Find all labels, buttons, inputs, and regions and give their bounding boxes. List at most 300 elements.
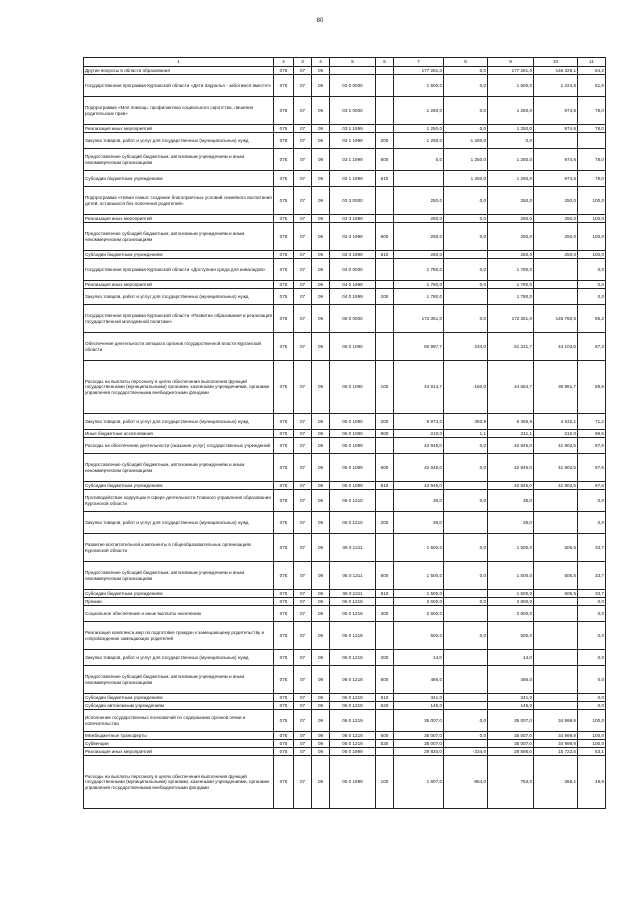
updated-amount-cell: 341,0 (488, 694, 534, 702)
column-number-header: 5 (330, 58, 376, 67)
approved-amount-cell: 341,0 (394, 694, 444, 702)
department-code-cell: 075 (274, 187, 294, 215)
execution-percent-cell: 71,2 (578, 414, 606, 430)
expense-type-code-cell: 200 (376, 289, 394, 305)
target-article-code-cell: 03 1 1999 (330, 171, 376, 187)
change-amount-cell: 234,0 (444, 333, 488, 361)
approved-amount-cell (394, 171, 444, 187)
change-amount-cell: 0,0 (444, 732, 488, 740)
executed-amount-cell: 974,6 (534, 149, 578, 171)
target-article-code-cell: 06 0 1219 (330, 732, 376, 740)
department-code-cell: 075 (274, 710, 294, 732)
table-row (84, 694, 606, 702)
approved-amount-cell: 44 814,7 (394, 361, 444, 414)
change-amount-cell: 0,0 (444, 215, 488, 223)
section-code-cell: 07 (294, 598, 312, 606)
change-amount-cell: -1 250,0 (444, 133, 488, 149)
target-article-code-cell: 06 0 1211 (330, 590, 376, 598)
execution-percent-cell: 78,0 (578, 171, 606, 187)
target-article-code-cell: 06 0 1099 (330, 454, 376, 482)
table-row (84, 740, 606, 748)
department-code-cell: 075 (274, 666, 294, 694)
expense-name-cell: Реализация иных мероприятий (84, 125, 274, 133)
approved-amount-cell: 145,0 (394, 702, 444, 710)
section-code-cell: 07 (294, 710, 312, 732)
execution-percent-cell: 0,0 (578, 666, 606, 694)
execution-percent-cell: 33,7 (578, 590, 606, 598)
department-code-cell: 075 (274, 67, 294, 75)
updated-amount-cell: 1 500,0 (488, 590, 534, 598)
subsection-code-cell: 09 (312, 622, 330, 650)
expense-name-cell: Расходы на выплаты персоналу в целях обеспечения выполнения функций государственными (муниципальными) органами, казенными учреждениями, органами управления государственными внебюджетными фондами (84, 756, 274, 809)
executed-amount-cell (534, 259, 578, 281)
target-article-code-cell: 06 0 1099 (330, 482, 376, 490)
updated-amount-cell: 250,0 (488, 215, 534, 223)
change-amount-cell (444, 694, 488, 702)
section-code-cell: 07 (294, 259, 312, 281)
expense-type-code-cell: 610 (376, 590, 394, 598)
updated-amount-cell: 35,0 (488, 490, 534, 512)
change-amount-cell: 0,0 (444, 125, 488, 133)
change-amount-cell: 0,0 (444, 259, 488, 281)
expense-name-cell: Субсидии бюджетным учреждениям (84, 251, 274, 259)
updated-amount-cell: 753,0 (488, 756, 534, 809)
target-article-code-cell: 06 0 1210 (330, 490, 376, 512)
expense-name-cell: Субсидии бюджетным учреждениям (84, 590, 274, 598)
executed-amount-cell: 974,6 (534, 97, 578, 125)
target-article-code-cell: 06 0 1216 (330, 606, 376, 622)
change-amount-cell: 0,0 (444, 534, 488, 562)
execution-percent-cell: 0,0 (578, 694, 606, 702)
executed-amount-cell (534, 281, 578, 289)
target-article-code-cell: 04 0 1999 (330, 289, 376, 305)
execution-percent-cell: 33,7 (578, 562, 606, 590)
subsection-code-cell: 09 (312, 454, 330, 482)
subsection-code-cell: 09 (312, 694, 330, 702)
approved-amount-cell: 1 780,0 (394, 289, 444, 305)
change-amount-cell: -160,0 (444, 361, 488, 414)
approved-amount-cell: 1 250,0 (394, 125, 444, 133)
target-article-code-cell: 03 1 1999 (330, 149, 376, 171)
target-article-code-cell: 06 0 1218 (330, 650, 376, 666)
department-code-cell: 075 (274, 482, 294, 490)
approved-amount-cell: 1 250,0 (394, 133, 444, 149)
expense-type-code-cell: 100 (376, 756, 394, 809)
expense-name-cell: Предоставление субсидий бюджетным, автономным учреждениям и иным некоммерческим организациям (84, 223, 274, 251)
updated-amount-cell: 250,0 (488, 251, 534, 259)
expense-type-code-cell: 600 (376, 454, 394, 482)
execution-percent-cell: 87,3 (578, 333, 606, 361)
subsection-code-cell: 09 (312, 482, 330, 490)
change-amount-cell: 0,0 (444, 490, 488, 512)
subsection-code-cell: 09 (312, 598, 330, 606)
change-amount-cell: 0,0 (444, 598, 488, 606)
subsection-code-cell: 09 (312, 149, 330, 171)
section-code-cell: 07 (294, 67, 312, 75)
target-article-code-cell: 03 1 0000 (330, 97, 376, 125)
change-amount-cell: 1 250,0 (444, 149, 488, 171)
execution-percent-cell: 0,0 (578, 702, 606, 710)
column-number-header: 4 (312, 58, 330, 67)
column-number-header: 9 (488, 58, 534, 67)
section-code-cell: 07 (294, 215, 312, 223)
execution-percent-cell: 0,0 (578, 490, 606, 512)
approved-amount-cell: 35 007,0 (394, 732, 444, 740)
executed-amount-cell: 15 722,6 (534, 748, 578, 756)
execution-percent-cell: 53,1 (578, 748, 606, 756)
table-row (84, 97, 606, 125)
subsection-code-cell: 09 (312, 534, 330, 562)
expense-type-code-cell: 200 (376, 512, 394, 534)
subsection-code-cell: 09 (312, 171, 330, 187)
table-row (84, 171, 606, 187)
updated-amount-cell: 145,0 (488, 702, 534, 710)
expense-name-cell: Субсидии автономным учреждениям (84, 702, 274, 710)
approved-amount-cell: 1 500,0 (394, 562, 444, 590)
department-code-cell: 075 (274, 606, 294, 622)
change-amount-cell (444, 482, 488, 490)
subsection-code-cell: 09 (312, 740, 330, 748)
subsection-code-cell: 09 (312, 67, 330, 75)
expense-name-cell: Субсидии бюджетным учреждениям (84, 482, 274, 490)
updated-amount-cell: 1 500,0 (488, 534, 534, 562)
section-code-cell: 07 (294, 562, 312, 590)
expense-type-code-cell (376, 622, 394, 650)
target-article-code-cell: 06 0 1218 (330, 694, 376, 702)
department-code-cell: 075 (274, 251, 294, 259)
execution-percent-cell (578, 133, 606, 149)
department-code-cell: 075 (274, 215, 294, 223)
department-code-cell: 075 (274, 97, 294, 125)
section-code-cell: 07 (294, 97, 312, 125)
change-amount-cell: 1 250,0 (444, 171, 488, 187)
section-code-cell: 07 (294, 333, 312, 361)
approved-amount-cell: 250,0 (394, 215, 444, 223)
expense-name-cell: Закупка товаров, работ и услуг для государственных (муниципальных) нужд (84, 133, 274, 149)
department-code-cell: 075 (274, 171, 294, 187)
section-code-cell: 07 (294, 305, 312, 333)
table-row (84, 430, 606, 438)
updated-amount-cell: 42 945,0 (488, 454, 534, 482)
section-code-cell: 07 (294, 289, 312, 305)
expense-type-code-cell: 500 (376, 732, 394, 740)
executed-amount-cell: 34 999,9 (534, 732, 578, 740)
expense-name-cell: Государственная программа Курганской области «Развитие образования и реализация государственной молодежной политики» (84, 305, 274, 333)
section-code-cell: 07 (294, 281, 312, 289)
expense-type-code-cell (376, 187, 394, 215)
expense-name-cell: Реализация иных мероприятий (84, 281, 274, 289)
expense-name-cell: Подпрограмма «Новая семья: создание благоприятных условий семейного воспитания детей, оставшихся без попечения родителей» (84, 187, 274, 215)
section-code-cell: 07 (294, 590, 312, 598)
executed-amount-cell: 41 902,5 (534, 454, 578, 482)
approved-amount-cell: 50 997,7 (394, 333, 444, 361)
expense-name-cell: Предоставление субсидий бюджетным, автономным учреждениям и иным некоммерческим организациям (84, 149, 274, 171)
table-row (84, 732, 606, 740)
execution-percent-cell: 81,6 (578, 75, 606, 97)
subsection-code-cell: 09 (312, 305, 330, 333)
budget-table (83, 57, 606, 809)
expense-type-code-cell (376, 333, 394, 361)
approved-amount-cell: 1 607,0 (394, 756, 444, 809)
executed-amount-cell (534, 622, 578, 650)
department-code-cell: 075 (274, 756, 294, 809)
executed-amount-cell: 34 999,9 (534, 710, 578, 732)
page-number: 80 (316, 18, 324, 24)
executed-amount-cell: 250,0 (534, 251, 578, 259)
expense-type-code-cell: 610 (376, 482, 394, 490)
expense-type-code-cell: 600 (376, 223, 394, 251)
expense-type-code-cell: 620 (376, 702, 394, 710)
execution-percent-cell: 84,2 (578, 67, 606, 75)
table-row (84, 622, 606, 650)
table-body (84, 67, 606, 809)
updated-amount-cell: 1 780,0 (488, 259, 534, 281)
approved-amount-cell: 29 820,0 (394, 748, 444, 756)
expense-type-code-cell (376, 67, 394, 75)
subsection-code-cell: 09 (312, 490, 330, 512)
department-code-cell: 075 (274, 430, 294, 438)
executed-amount-cell: 505,5 (534, 590, 578, 598)
target-article-code-cell: 03 1 1999 (330, 125, 376, 133)
execution-percent-cell: 48,9 (578, 756, 606, 809)
section-code-cell: 07 (294, 732, 312, 740)
table-row (84, 490, 606, 512)
table-row (84, 333, 606, 361)
expense-type-code-cell (376, 97, 394, 125)
subsection-code-cell: 09 (312, 333, 330, 361)
change-amount-cell: 0,0 (444, 710, 488, 732)
executed-amount-cell (534, 598, 578, 606)
table-row (84, 756, 606, 809)
approved-amount-cell: 0,0 (394, 149, 444, 171)
change-amount-cell (444, 251, 488, 259)
section-code-cell: 07 (294, 702, 312, 710)
department-code-cell: 075 (274, 694, 294, 702)
execution-percent-cell: 78,0 (578, 125, 606, 133)
department-code-cell: 075 (274, 702, 294, 710)
table-row (84, 223, 606, 251)
column-number-header: 8 (444, 58, 488, 67)
department-code-cell: 075 (274, 149, 294, 171)
target-article-code-cell: 06 0 1090 (330, 361, 376, 414)
updated-amount-cell: 500,0 (488, 622, 534, 650)
updated-amount-cell: 6 365,9 (488, 414, 534, 430)
department-code-cell: 075 (274, 562, 294, 590)
column-number-header: 10 (534, 58, 578, 67)
department-code-cell: 075 (274, 75, 294, 97)
updated-amount-cell: 1 250,0 (488, 125, 534, 133)
expense-type-code-cell: 610 (376, 694, 394, 702)
updated-amount-cell: 250,0 (488, 223, 534, 251)
target-article-code-cell: 06 0 0000 (330, 305, 376, 333)
change-amount-cell: -854,0 (444, 756, 488, 809)
executed-amount-cell (534, 512, 578, 534)
executed-amount-cell: 146 760,6 (534, 305, 578, 333)
target-article-code-cell: 06 0 1211 (330, 534, 376, 562)
expense-name-cell: Межбюджетные трансферты (84, 732, 274, 740)
department-code-cell: 075 (274, 223, 294, 251)
subsection-code-cell: 09 (312, 606, 330, 622)
change-amount-cell (444, 289, 488, 305)
executed-amount-cell: 39 981,7 (534, 361, 578, 414)
expense-name-cell: Реализация иных мероприятий (84, 748, 274, 756)
expense-type-code-cell (376, 710, 394, 732)
target-article-code-cell: 06 0 1218 (330, 666, 376, 694)
execution-percent-cell: 0,0 (578, 281, 606, 289)
expense-type-code-cell: 200 (376, 414, 394, 430)
expense-type-code-cell: 610 (376, 251, 394, 259)
expense-type-code-cell (376, 75, 394, 97)
subsection-code-cell: 09 (312, 97, 330, 125)
change-amount-cell: 0,0 (444, 97, 488, 125)
department-code-cell: 075 (274, 512, 294, 534)
change-amount-cell: 0,0 (444, 622, 488, 650)
subsection-code-cell: 09 (312, 223, 330, 251)
department-code-cell: 075 (274, 740, 294, 748)
change-amount-cell: 0,0 (444, 305, 488, 333)
table-row (84, 710, 606, 732)
section-code-cell: 07 (294, 125, 312, 133)
subsection-code-cell: 09 (312, 125, 330, 133)
table-row (84, 133, 606, 149)
department-code-cell: 075 (274, 289, 294, 305)
change-amount-cell (444, 702, 488, 710)
updated-amount-cell: 1 250,0 (488, 171, 534, 187)
expense-name-cell: Иные бюджетные ассигнования (84, 430, 274, 438)
updated-amount-cell: 1 250,0 (488, 97, 534, 125)
table-row (84, 251, 606, 259)
execution-percent-cell: 0,0 (578, 650, 606, 666)
approved-amount-cell: 250,0 (394, 223, 444, 251)
execution-percent-cell: 97,6 (578, 454, 606, 482)
executed-amount-cell: 41 902,5 (534, 482, 578, 490)
section-code-cell: 07 (294, 149, 312, 171)
department-code-cell: 075 (274, 333, 294, 361)
change-amount-cell (444, 740, 488, 748)
table-row (84, 414, 606, 430)
expense-name-cell: Обеспечение деятельности аппарата органов государственной власти Курганской области (84, 333, 274, 361)
execution-percent-cell: 100,0 (578, 215, 606, 223)
expense-type-code-cell: 600 (376, 149, 394, 171)
approved-amount-cell: 14,0 (394, 650, 444, 666)
expense-name-cell: Противодействие коррупции в сфере деятельности Главного управления образования Курганской области (84, 490, 274, 512)
subsection-code-cell: 09 (312, 361, 330, 414)
approved-amount-cell: 35 007,0 (394, 740, 444, 748)
expense-name-cell: Государственная программа Курганской области «Доступная среда для инвалидов» (84, 259, 274, 281)
expense-name-cell: Расходы на выплаты персоналу в целях обеспечения выполнения функций государственными (муниципальными) органами, казенными учреждениями, органами управления государственными внебюджетными фондами (84, 361, 274, 414)
executed-amount-cell: 146 328,1 (534, 67, 578, 75)
subsection-code-cell: 09 (312, 75, 330, 97)
table-row (84, 215, 606, 223)
execution-percent-cell: 97,6 (578, 482, 606, 490)
table-row (84, 748, 606, 756)
column-number-header: 7 (394, 58, 444, 67)
column-number-header: 3 (294, 58, 312, 67)
updated-amount-cell: 0,0 (488, 133, 534, 149)
target-article-code-cell: 03 3 1999 (330, 251, 376, 259)
updated-amount-cell: 1 250,0 (488, 149, 534, 171)
target-article-code-cell: 06 0 1219 (330, 710, 376, 732)
subsection-code-cell: 09 (312, 133, 330, 149)
executed-amount-cell: 210,0 (534, 430, 578, 438)
target-article-code-cell: 03 3 1999 (330, 215, 376, 223)
expense-name-cell: Исполнение государственных полномочий по содержанию органов опеки и попечительства (84, 710, 274, 732)
table-row (84, 75, 606, 97)
execution-percent-cell: 100,0 (578, 251, 606, 259)
change-amount-cell (444, 512, 488, 534)
executed-amount-cell: 41 902,5 (534, 438, 578, 454)
approved-amount-cell: 35,0 (394, 490, 444, 512)
expense-name-cell: Субсидии бюджетным учреждениям (84, 171, 274, 187)
expense-name-cell: Предоставление субсидий бюджетным, автономным учреждениям и иным некоммерческим организациям (84, 454, 274, 482)
target-article-code-cell: 03 3 1999 (330, 223, 376, 251)
subsection-code-cell: 09 (312, 430, 330, 438)
updated-amount-cell: 51 231,7 (488, 333, 534, 361)
subsection-code-cell: 09 (312, 414, 330, 430)
department-code-cell: 075 (274, 490, 294, 512)
executed-amount-cell (534, 289, 578, 305)
subsection-code-cell: 09 (312, 666, 330, 694)
expense-name-cell: Закупка товаров, работ и услуг для государственных (муниципальных) нужд (84, 289, 274, 305)
updated-amount-cell: 35,0 (488, 512, 534, 534)
section-code-cell: 07 (294, 482, 312, 490)
execution-percent-cell: 100,0 (578, 710, 606, 732)
department-code-cell: 075 (274, 748, 294, 756)
updated-amount-cell: 2 600,0 (488, 606, 534, 622)
approved-amount-cell: 177 281,0 (394, 67, 444, 75)
target-article-code-cell: 03 1 1999 (330, 133, 376, 149)
section-code-cell: 07 (294, 756, 312, 809)
change-amount-cell: 0,0 (444, 75, 488, 97)
updated-amount-cell: 1 780,0 (488, 289, 534, 305)
table-row (84, 289, 606, 305)
table-row (84, 606, 606, 622)
expense-type-code-cell: 300 (376, 606, 394, 622)
section-code-cell: 07 (294, 133, 312, 149)
executed-amount-cell: 250,0 (534, 223, 578, 251)
column-number-header: 11 (578, 58, 606, 67)
updated-amount-cell: 42 945,0 (488, 482, 534, 490)
subsection-code-cell: 09 (312, 562, 330, 590)
execution-percent-cell: 100,0 (578, 732, 606, 740)
section-code-cell: 07 (294, 622, 312, 650)
change-amount-cell: 0,0 (444, 562, 488, 590)
expense-name-cell: Другие вопросы в области образования (84, 67, 274, 75)
department-code-cell: 075 (274, 438, 294, 454)
approved-amount-cell: 1 500,0 (394, 534, 444, 562)
section-code-cell: 07 (294, 490, 312, 512)
expense-type-code-cell: 600 (376, 562, 394, 590)
executed-amount-cell: 250,0 (534, 215, 578, 223)
expense-type-code-cell: 530 (376, 740, 394, 748)
execution-percent-cell: 0,0 (578, 289, 606, 305)
updated-amount-cell: 1 780,0 (488, 281, 534, 289)
execution-percent-cell: 0,0 (578, 606, 606, 622)
execution-percent-cell: 0,0 (578, 259, 606, 281)
section-code-cell: 07 (294, 606, 312, 622)
table-row (84, 562, 606, 590)
expense-type-code-cell (376, 490, 394, 512)
expense-type-code-cell: 100 (376, 361, 394, 414)
table-row (84, 512, 606, 534)
approved-amount-cell: 1 780,0 (394, 281, 444, 289)
expense-name-cell: Реализация иных мероприятий (84, 215, 274, 223)
table-row (84, 666, 606, 694)
expense-name-cell: Предоставление субсидий бюджетным, автономным учреждениям и иным некоммерческим организациям (84, 666, 274, 694)
expense-type-code-cell (376, 259, 394, 281)
executed-amount-cell (534, 133, 578, 149)
table-row (84, 454, 606, 482)
